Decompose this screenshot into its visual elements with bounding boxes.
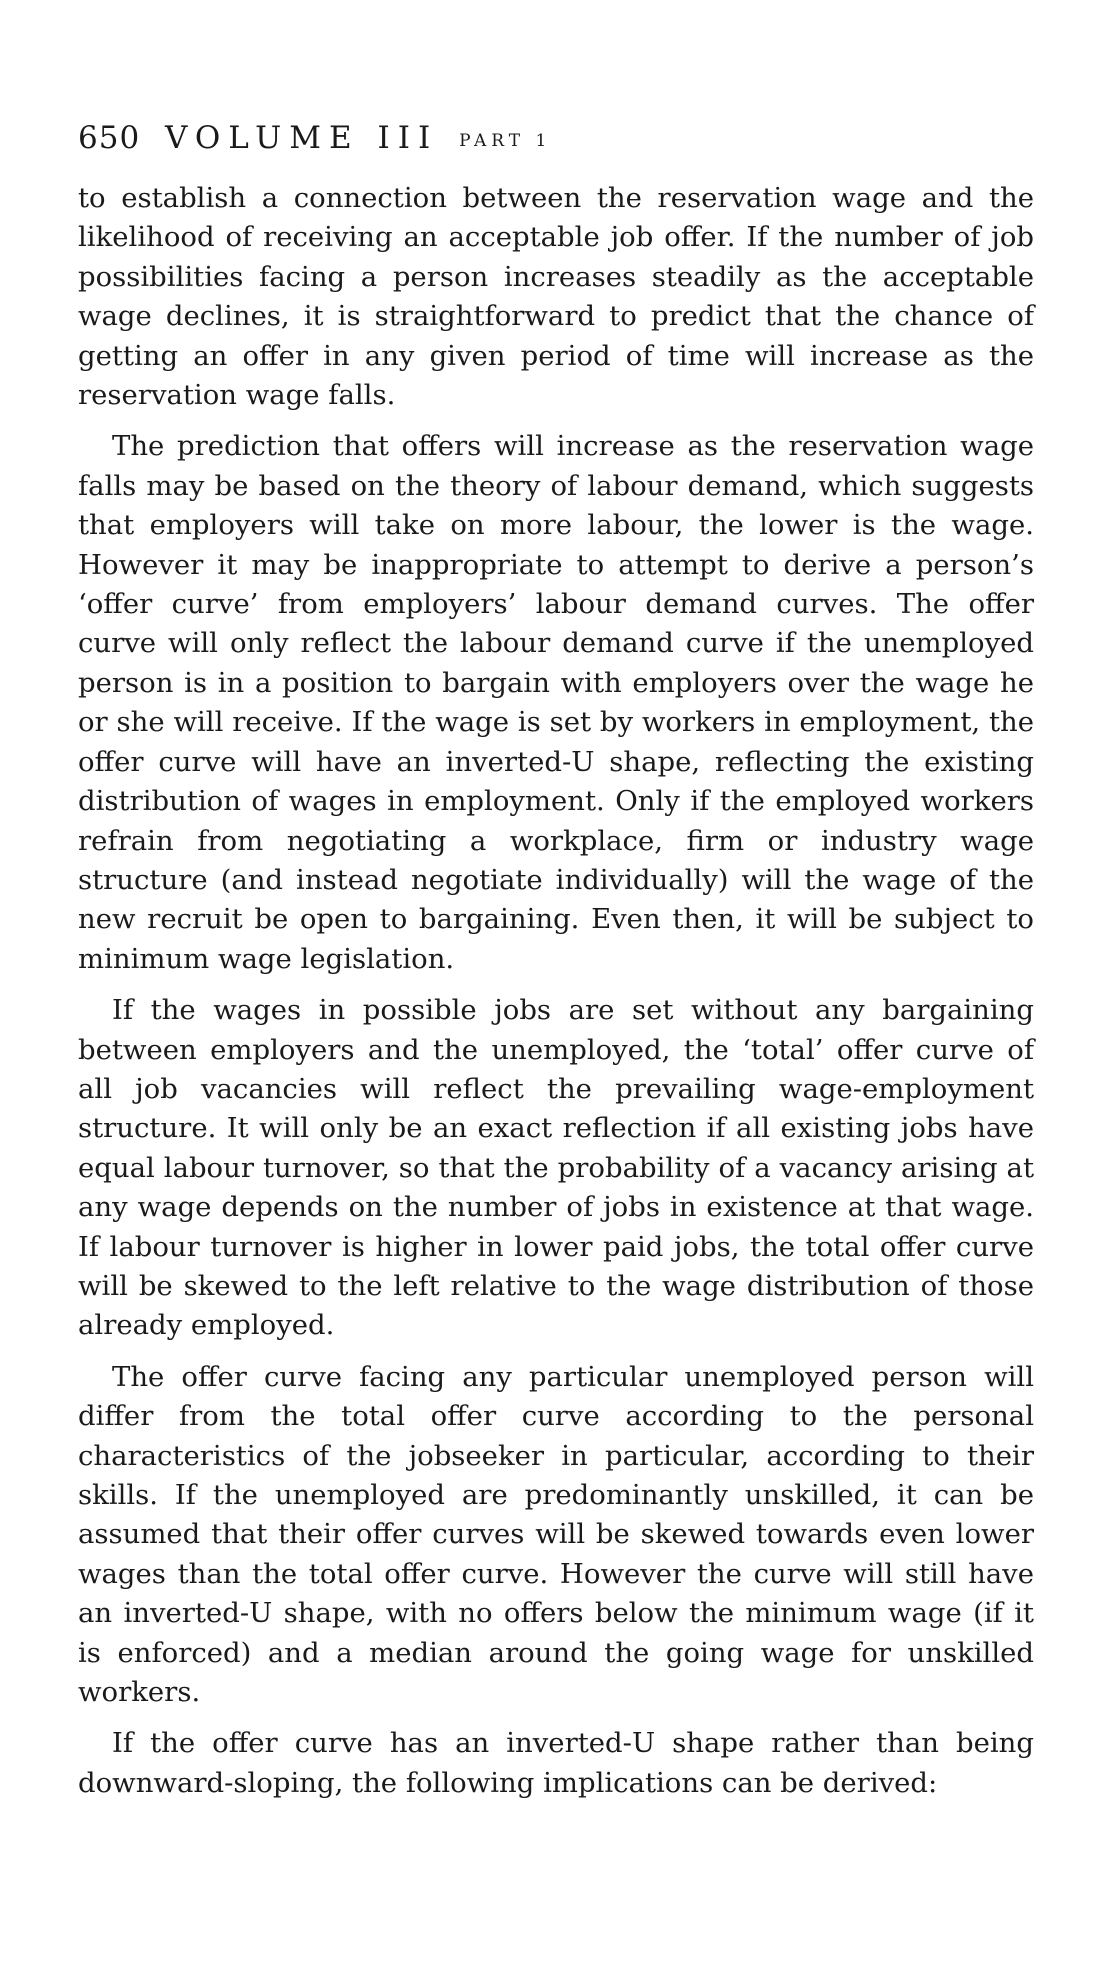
page-number: 650 [78, 120, 141, 156]
paragraph-4: The offer curve facing any particular unemployed person will differ from the total offer curve according to the personal characteristics of the jobseeker in particular, according to their skills. If the unemployed are predominantly unskilled, it can be assumed that their offer curves will be skewed towards even lower wages than the total offer curve. However the curve will still have an inverted-U shape, with no offers below the minimum wage (if it is enforced) and a median around the going wage for unskilled workers. [78, 1360, 1034, 1709]
body-text [78, 179, 1034, 1803]
paragraph-3: If the wages in possible jobs are set without any bargaining between employers and the unemployed, the ‘total’ offer curve of all job vacancies will reflect the prevailing wage-employment structure. It will only be an exact reflection if all existing jobs have equal labour turnover, so that the probability of a vacancy arising at any wage depends on the number of jobs in existence at that wage. If labour turnover is higher in lower paid jobs, the total offer curve will be skewed to the left relative to the wage distribution of those already employed. [78, 994, 1034, 1342]
paragraph-1: to establish a connection between the reservation wage and the likelihood of receiving an acceptable job offer. If the number of job possibilities facing a person increases steadily as the acceptable wage declines, it is straightforward to predict that the chance of getting an offer in any given period of time will increase as the reservation wage falls. [78, 182, 1034, 412]
running-head [78, 118, 1034, 161]
volume-label: VOLUME III [165, 120, 439, 156]
part-label: PART 1 [459, 131, 552, 151]
paragraph-2: The prediction that offers will increase as the reservation wage falls may be based on the theory of labour demand, which suggests that employers will take on more labour, the lower is the wage. However it may be inappropriate to attempt to derive a person’s ‘offer curve’ from employers’ labour demand curves. The offer curve will only reflect the labour demand curve if the unemployed person is in a position to bargain with employers over the wage he or she will receive. If the wage is set by workers in employment, the offer curve will have an inverted-U shape, reflecting the existing distribution of wages in employment. Only if the employed workers refrain from negotiating a workplace, firm or industry wage structure (and instead negotiate individually) will the wage of the new recruit be open to bargaining. Even then, it will be subject to minimum wage legislation. [78, 430, 1034, 975]
document-page [78, 118, 1034, 1803]
paragraph-5: If the offer curve has an inverted-U shape rather than being downward-sloping, the following implications can be derived: [78, 1727, 1034, 1799]
